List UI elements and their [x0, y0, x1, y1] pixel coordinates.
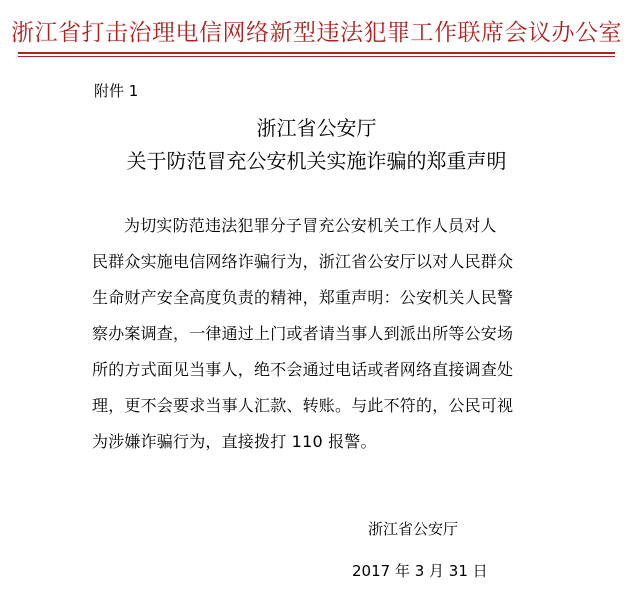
- document-title-line1: 浙江省公安厅: [256, 116, 377, 140]
- letterhead-rule-thick: [18, 52, 615, 54]
- letterhead-title: 浙江省打击治理电信网络新型违法犯罪工作联席会议办公室: [11, 20, 622, 46]
- body-line-6: 理，更不会要求当事人汇款、转账。与此不符的，公民可视: [92, 396, 514, 415]
- body-line-2: 民群众实施电信网络诈骗行为，浙江省公安厅以对人民群众: [92, 252, 514, 271]
- body-line-4: 察办案调查，一律通过上门或者请当事人到派出所等公安场: [92, 324, 514, 343]
- signature-organization: 浙江省公安厅: [368, 520, 459, 538]
- attachment-label: 附件 1: [94, 82, 139, 100]
- signature-date: 2017 年 3 月 31 日: [352, 562, 488, 580]
- letterhead-rule-thin: [18, 56, 615, 57]
- body-line-1: 为切实防范违法犯罪分子冒充公安机关工作人员对人: [124, 216, 497, 235]
- body-line-3: 生命财产安全高度负责的精神，郑重声明：公安机关人民警: [92, 288, 514, 307]
- body-line-5: 所的方式面见当事人，绝不会通过电话或者网络直接调查处: [92, 360, 514, 379]
- body-line-7: 为涉嫌诈骗行为，直接拨打 110 报警。: [92, 432, 377, 451]
- document-title-line2: 关于防范冒充公安机关实施诈骗的郑重声明: [126, 149, 507, 173]
